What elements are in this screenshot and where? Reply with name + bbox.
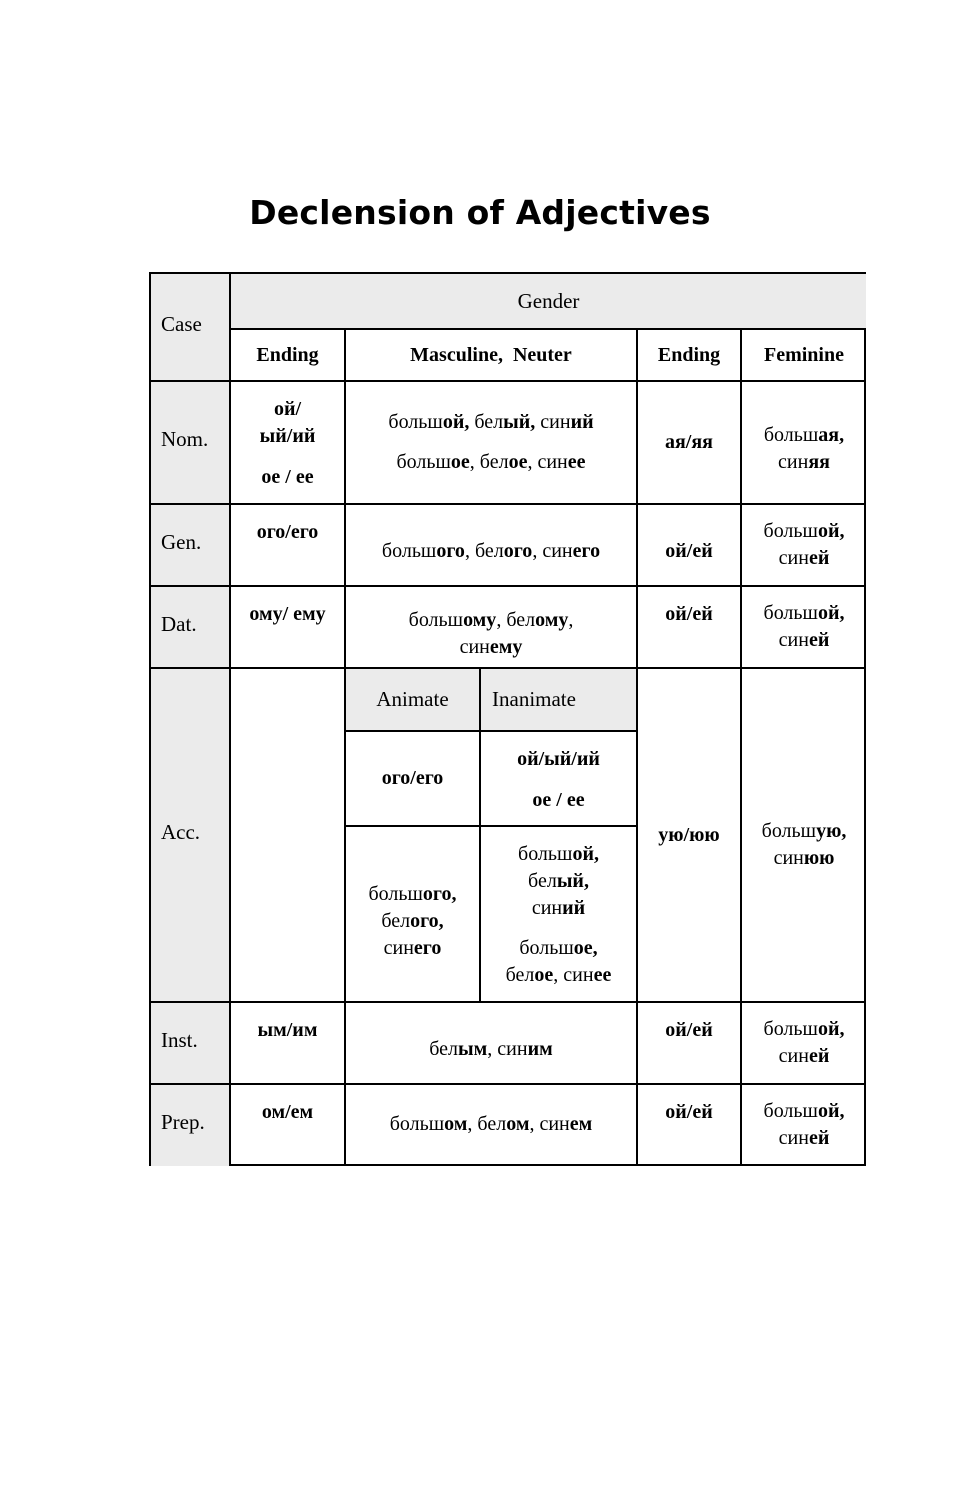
stem: больш [518,843,573,865]
acc-inan-line [506,962,612,989]
gen-fem-line [764,518,845,545]
acc-animate-forms [346,881,479,962]
ending: ого, [410,910,444,932]
case-label-dat: Dat. [161,612,197,636]
dat-ending-text: ому/ ему [249,603,326,625]
ending: ей [808,547,830,569]
inst-fem-line [779,1043,830,1070]
ending: яя [808,451,830,473]
nom-masc-line [388,409,593,436]
nom-fem-line [764,422,844,449]
nom-ending [231,396,344,491]
ending: ей [808,1045,830,1067]
declension-table [149,272,866,1166]
gender-header: Gender [517,288,580,313]
feminine-header: Feminine [764,343,844,366]
grid-line [151,667,866,669]
stem: больш [763,424,819,446]
inst-fem-ending-text: ой/ей [665,1019,713,1041]
nom-ending-line: ое / ее [261,466,314,488]
ending: ое [450,451,470,473]
stem: син [778,1045,809,1067]
dat-fem-ending [638,601,740,628]
stem: больш [763,1018,818,1040]
grid-line [151,585,866,587]
dat-masc-line [409,607,574,634]
gen-feminine [742,518,866,572]
ending: ой, [817,602,845,624]
acc-anim-line [381,908,443,935]
stem: , бел [467,1113,507,1135]
ending: ей [808,629,830,651]
inst-ending-text: ым/им [257,1019,318,1041]
stem: больш [388,411,443,433]
stem: , син [529,1113,570,1135]
stem: бел [429,1038,459,1060]
grid-line [151,1001,866,1003]
ending: ой, [817,1018,845,1040]
stem: больш [389,1113,445,1135]
nom-fem-line [778,449,830,476]
inst-masc-line [429,1036,552,1063]
stem: син [383,937,414,959]
prep-masc-neut [346,1111,636,1138]
masculine-neuter-header: Masculine, Neuter [410,343,572,366]
nom-masc-neut [346,409,636,476]
stem: , син [487,1038,528,1060]
stem: бел [528,870,557,892]
inanimate-header: Inanimate [492,687,576,711]
nom-feminine [742,422,866,476]
stem: син [778,629,809,651]
prep-fem-line [764,1098,845,1125]
case-label-acc: Acc. [161,820,201,844]
prep-feminine [742,1098,866,1152]
ending: ем [569,1113,593,1135]
stem: син [773,847,804,869]
dat-fem-line [764,600,845,627]
stem: , син [553,964,594,986]
acc-fem-line [762,818,847,845]
stem: син [459,636,490,658]
ending: ым [458,1038,488,1060]
nom-ending-line: ой/ [273,398,302,420]
gen-masc-neut [346,538,636,565]
ending-header-2: Ending [657,343,721,366]
ending: ее [567,451,586,473]
gen-ending-text: ого/его [256,521,319,543]
case-label-prep: Prep. [161,1110,205,1134]
ending: ом [444,1113,468,1135]
stem: больш [368,883,423,905]
stem: больш [408,609,464,631]
ending: ую, [816,820,847,842]
inst-fem-ending [638,1017,740,1044]
acc-animate-ending: ого/его [381,767,444,789]
prep-fem-line [779,1125,830,1152]
stem: , бел [464,540,504,562]
stem: больш [763,602,818,624]
acc-inan-line [532,895,585,922]
stem: больш [396,451,451,473]
stem: больш [763,1100,818,1122]
stem: син [535,411,571,433]
ending: ой, [817,1100,845,1122]
animate-header: Animate [376,687,449,711]
ending: ого, [422,883,457,905]
case-label-nom: Nom. [161,427,209,451]
gen-ending [231,519,344,546]
ending: ому [535,609,569,631]
ending: ый, [503,411,536,433]
inst-fem-line [764,1016,845,1043]
prep-masc-line [390,1111,593,1138]
gen-masc-line [382,538,600,565]
ending: ей [808,1127,830,1149]
ending-header-1: Ending [256,343,319,366]
prep-ending-text: ом/ем [261,1101,314,1123]
stem: бел [381,910,411,932]
acc-inan-line [519,935,597,962]
grid-line [344,825,638,827]
prep-fem-ending [638,1099,740,1126]
case-label-gen: Gen. [161,530,202,554]
acc-inan-ending-line: ое / ее [532,789,585,811]
ending: юю [803,847,835,869]
stem: син [778,451,809,473]
ending: ому [463,609,497,631]
inst-masc-neut [346,1036,636,1063]
stem: , син [532,540,573,562]
acc-anim-line [368,881,456,908]
ending: ое [534,964,554,986]
nom-fem-ending: ая/яя [664,431,714,453]
ending: ое, [573,937,598,959]
ending: ой, [572,843,599,865]
stem: , бел [496,609,536,631]
acc-fem-line [774,845,835,872]
nom-neut-line [396,449,585,476]
stem: , [568,609,574,631]
ending: ом [506,1113,530,1135]
ending: ий [570,411,594,433]
page-title: Declension of Adjectives [249,193,711,232]
dat-masc-neut [346,607,636,661]
stem: больш [761,820,817,842]
ending: его [572,540,601,562]
inst-feminine [742,1016,866,1070]
stem: син [778,547,809,569]
ending: им [527,1038,553,1060]
gen-fem-ending-text: ой/ей [665,540,713,562]
nom-ending-line: ый/ий [259,425,316,447]
ending: ему [489,636,523,658]
gen-fem-ending [638,538,740,565]
ending: ий [562,897,586,919]
stem: бел [469,411,504,433]
stem: бел [505,964,535,986]
stem: , син [527,451,568,473]
dat-fem-ending-text: ой/ей [665,603,713,625]
grid-line [151,380,866,382]
acc-inan-ending-line: ой/ый/ий [517,748,600,770]
ending: ого [436,540,465,562]
ending: его [413,937,442,959]
ending: ой, [442,411,470,433]
case-header: Case [161,312,202,336]
ending: ый, [556,870,589,892]
stem: больш [763,520,818,542]
acc-anim-line [384,935,442,962]
stem: , бел [469,451,509,473]
acc-feminine [742,818,866,872]
acc-fem-ending: ую/юю [658,823,720,846]
dat-fem-line [779,627,830,654]
acc-inanimate-forms [481,841,636,989]
prep-fem-ending-text: ой/ей [665,1101,713,1123]
grid-line [151,503,866,505]
ending: ее [593,964,612,986]
gen-fem-line [779,545,830,572]
dat-ending [231,601,344,628]
stem: больш [381,540,437,562]
inst-ending [231,1017,344,1044]
ending: ой, [817,520,845,542]
stem: больш [519,937,574,959]
ending: ого [503,540,533,562]
ending: ое [508,451,528,473]
grid-line [151,1083,866,1085]
case-label-inst: Inst. [161,1028,198,1052]
acc-inanimate-ending [481,746,636,814]
acc-inan-line [518,841,599,868]
dat-neut-line [460,634,523,661]
acc-inan-line [528,868,589,895]
prep-ending [231,1099,344,1126]
ending: ая, [818,424,845,446]
dat-feminine [742,600,866,654]
stem: син [778,1127,809,1149]
stem: син [531,897,563,919]
